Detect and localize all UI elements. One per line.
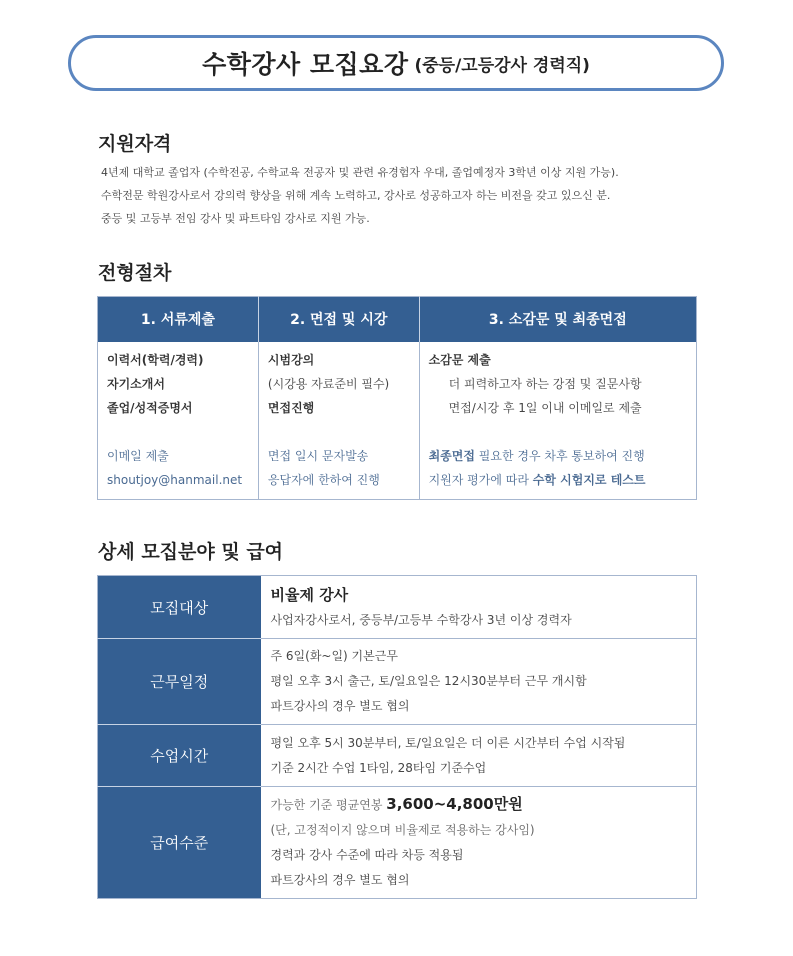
submit-method: 이메일 제출: [107, 448, 169, 463]
qualification-line: 중등 및 고등부 전임 강사 및 파트타임 강사로 지원 가능.: [101, 212, 370, 225]
qualification-line: 4년제 대학교 졸업자 (수학전공, 수학교육 전공자 및 관련 유경험자 우대, 졸업예정자 3학년 이상 지원 가능).: [101, 166, 619, 179]
qualifications-text: [101, 161, 751, 230]
process-step-1-cell: [98, 342, 259, 500]
detail-label: 수업시간: [98, 725, 261, 787]
process-step-3-header: 3. 소감문 및 최종면접: [419, 297, 696, 342]
detail-label: 근무일정: [98, 639, 261, 725]
process-heading: 전형절차: [98, 262, 172, 284]
essay-deadline: 면접/시강 후 1일 이내 이메일로 제출: [448, 400, 642, 415]
interview-condition: 응답자에 한하여 진행: [267, 472, 380, 487]
email-address: shoutjoy@hanmail.net: [107, 472, 243, 487]
details-heading: 상세 모집분야 및 급여: [98, 541, 284, 563]
process-step-3-cell: [419, 342, 696, 500]
process-step-1-header: 1. 서류제출: [98, 297, 259, 342]
position-title: 비율제 강사: [270, 585, 349, 604]
document-item: 자기소개서: [107, 376, 165, 391]
process-table: [97, 296, 697, 500]
salary-amount: 3,600~4,800만원: [386, 795, 523, 813]
document-item: 이력서(학력/경력): [107, 352, 204, 367]
process-step-2-cell: [258, 342, 419, 500]
final-interview-note: 최종면접 필요한 경우 차후 통보하여 진행: [428, 448, 645, 463]
interview-notice: 면접 일시 문자발송: [267, 448, 369, 463]
details-table: [97, 575, 697, 899]
essay-detail: 더 피력하고자 하는 강점 및 질문사항: [448, 376, 642, 391]
essay-item: 소감문 제출: [428, 352, 491, 367]
qualifications-heading: 지원자격: [98, 133, 172, 155]
math-test-note: 지원자 평가에 따라 수학 시험지로 테스트: [428, 472, 646, 487]
math-test-label: 수학 시험지로 테스트: [532, 472, 646, 487]
detail-label: 모집대상: [98, 576, 261, 639]
detail-row-salary: 급여수준 가능한 기준 평균연봉 3,600~4,800만원 (단, 고정적이지 않으며 비율제로 적용하는 강사임) 경력과 강사 수준에 따라 차등 적용됨 파트강사의 경우 별도 협의: [98, 787, 697, 899]
process-step-2-header: 2. 면접 및 시강: [258, 297, 419, 342]
interview-item: 면접진행: [267, 400, 315, 415]
final-interview-label: 최종면접: [428, 448, 475, 463]
detail-row-schedule: 근무일정 주 6일(화~일) 기본근무 평일 오후 3시 출근, 토/일요일은 12시30분부터 근무 개시함 파트강사의 경우 별도 협의: [98, 639, 697, 725]
document-item: 졸업/성적증명서: [107, 400, 193, 415]
qualification-line: 수학전문 학원강사로서 강의력 향상을 위해 계속 노력하고, 강사로 성공하고자 하는 비전을 갖고 있으신 분.: [101, 189, 611, 202]
title-banner: [68, 35, 724, 91]
demo-lecture: 시범강의: [267, 352, 315, 367]
detail-row-class-hours: 수업시간 평일 오후 5시 30분부터, 토/일요일은 더 이른 시간부터 수업 시작됨 기준 2시간 수업 1타임, 28타임 기준수업: [98, 725, 697, 787]
page-title: 수학강사 모집요강: [202, 50, 409, 79]
demo-lecture-note: (시강용 자료준비 필수): [267, 376, 390, 391]
detail-label: 급여수준: [98, 787, 261, 899]
detail-row-target: 모집대상 비율제 강사 사업자강사로서, 중등부/고등부 수학강사 3년 이상 경력자: [98, 576, 697, 639]
page-subtitle: (중등/고등강사 경력직): [414, 55, 590, 76]
